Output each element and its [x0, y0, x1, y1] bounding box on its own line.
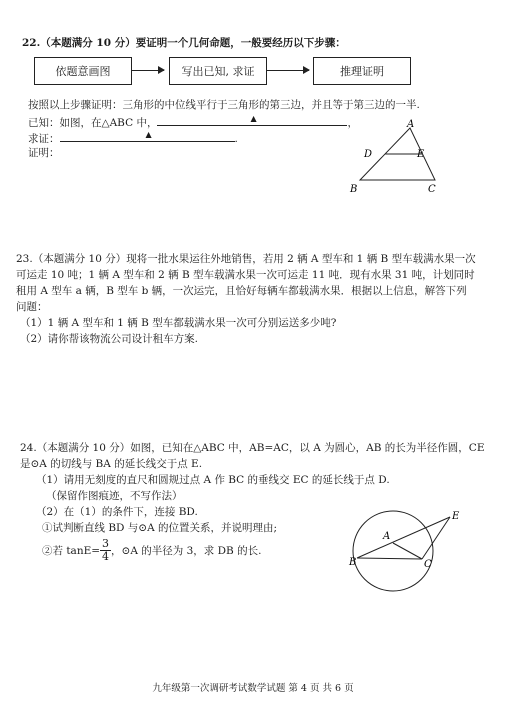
- label-a: A: [383, 531, 391, 542]
- q22-given: [28, 114, 358, 130]
- q23-line-2: 可运走 10 吨；1 辆 A 型车和 2 辆 B 型车载满水果一次可运走 11 吨．现有水果 31 吨，计划同时: [16, 269, 475, 281]
- label-e: E: [417, 149, 425, 160]
- given-blank[interactable]: [157, 114, 347, 126]
- q23-line-3: 租用 A 型车 a 辆，B 型车 b 辆，一次运完，且恰好每辆车都载满水果．根据以上信息，解答下列: [16, 285, 467, 297]
- q22-proof-label: 证明：: [28, 147, 60, 159]
- q22-given-suffix: ，: [347, 117, 358, 129]
- flow-arrow-1: [131, 70, 164, 71]
- label-b: B: [349, 557, 357, 568]
- flow-step-draw-label: 依题意画图: [55, 65, 111, 78]
- blank-marker: ▲: [250, 114, 257, 123]
- q24-sub-2-ii-prefix: ②若 tanE=: [42, 544, 101, 557]
- q22-statement: 按照以上步骤证明：三角形的中位线平行于三角形的第三边，并且等于第三边的一半.: [28, 99, 420, 111]
- label-c: C: [428, 184, 436, 195]
- triangle-midline-figure: [340, 118, 450, 196]
- flow-arrow-2: [266, 70, 309, 71]
- q22-given-prefix: 已知：如图，在△ABC 中，: [28, 117, 158, 129]
- tan-denominator: 4: [102, 550, 110, 563]
- q22-prove-prefix: 求证：: [28, 133, 60, 145]
- flow-step-given-label: 写出已知, 求证: [181, 65, 255, 78]
- tan-numerator: 3: [102, 537, 110, 550]
- flow-step-given: [169, 57, 267, 85]
- flow-step-proof-label: 推理证明: [340, 65, 384, 78]
- q24-sub-2-ii: [42, 538, 261, 563]
- prove-blank[interactable]: [60, 130, 235, 142]
- q23-line-4: 问题：: [16, 301, 48, 313]
- label-e: E: [452, 511, 460, 522]
- label-b: B: [350, 184, 358, 195]
- flow-step-draw: [34, 57, 132, 85]
- label-c: C: [424, 559, 432, 570]
- circle-a: [353, 511, 433, 591]
- q22-prove-suffix: .: [234, 133, 238, 145]
- segment-ac: [393, 543, 422, 559]
- page-footer: 九年级第一次调研考试数学试题 第 4 页 共 6 页: [152, 683, 354, 694]
- q23-sub-1: （1）1 辆 A 型车和 1 辆 B 型车都载满水果一次可分别运送多少吨?: [20, 317, 337, 329]
- q22-heading: 22.（本题满分 10 分）要证明一个几何命题，一般要经历以下步骤：: [22, 37, 346, 49]
- tan-fraction: [100, 538, 111, 563]
- label-a: A: [407, 119, 415, 130]
- label-d: D: [364, 149, 373, 160]
- circle-tangent-figure: [340, 503, 470, 603]
- q24-sub-2: （2）在（1）的条件下，连接 BD.: [36, 506, 198, 518]
- blank-marker: ▲: [145, 130, 152, 139]
- q23-sub-2: （2）请你帮该物流公司设计租车方案.: [20, 333, 199, 345]
- q24-sub-2-ii-suffix: ，⊙A 的半径为 3，求 DB 的长.: [111, 544, 262, 557]
- q24-sub-1-note: （保留作图痕迹，不写作法）: [46, 490, 183, 502]
- q24-line-1: 24.（本题满分 10 分）如图，已知在△ABC 中，AB=AC，以 A 为圆心，AB 的长为半径作圆，CE: [20, 442, 485, 454]
- q24-sub-1: （1）请用无刻度的直尺和圆规过点 A 作 BC 的垂线交 EC 的延长线于点 D.: [36, 474, 390, 486]
- q24-sub-2-i: ①试判断直线 BD 与⊙A 的位置关系，并说明理由;: [42, 522, 278, 534]
- segment-bc: [357, 558, 422, 559]
- flow-step-proof: [313, 57, 411, 85]
- q24-line-2: 是⊙A 的切线与 BA 的延长线交于点 E.: [20, 458, 203, 470]
- q22-prove: [28, 130, 238, 146]
- q23-line-1: 23.（本题满分 10 分）现将一批水果运往外地销售，若用 2 辆 A 型车和 1 辆 B 型车载满水果一次: [16, 253, 476, 265]
